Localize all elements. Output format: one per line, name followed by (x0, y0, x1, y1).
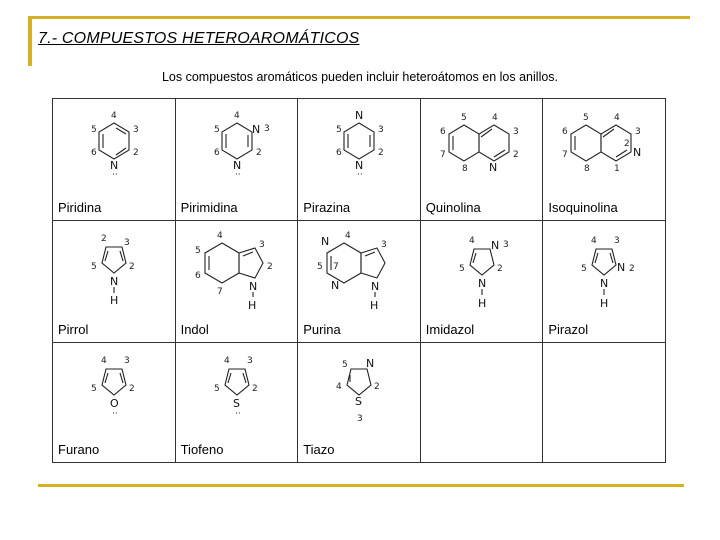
svg-text:2: 2 (496, 264, 503, 274)
slide-title: 7.- COMPUESTOS HETEROAROMÁTICOS (38, 30, 360, 47)
compound-name: Pirazina (303, 200, 351, 215)
svg-text:4: 4 (233, 111, 240, 121)
svg-text:7: 7 (333, 262, 339, 272)
svg-text:4: 4 (101, 356, 107, 366)
svg-text:6: 6 (91, 148, 97, 158)
compound-name: Quinolina (425, 200, 481, 215)
compound-cell-quinolina (420, 99, 543, 221)
svg-text:H: H (247, 299, 256, 312)
svg-text:3: 3 (357, 414, 363, 424)
svg-text:5: 5 (213, 384, 220, 394)
svg-text:N: N (232, 159, 241, 172)
svg-text:··: ·· (112, 409, 118, 419)
svg-text:2: 2 (255, 148, 262, 158)
compound-cell-purina (298, 221, 421, 343)
svg-text:7: 7 (216, 287, 223, 297)
svg-text:6: 6 (213, 148, 220, 158)
svg-text:5: 5 (213, 125, 220, 135)
compound-name: Tiazo (303, 442, 335, 457)
svg-text:5: 5 (336, 125, 342, 135)
svg-text:N: N (355, 109, 364, 122)
svg-text:2: 2 (629, 264, 636, 274)
svg-text:H: H (477, 297, 487, 310)
svg-text:2: 2 (624, 139, 631, 149)
top-accent-rule (30, 16, 690, 19)
svg-text:H: H (110, 294, 119, 307)
furan-structure (53, 345, 175, 425)
compound-name: Piridina (58, 200, 102, 215)
svg-text:6: 6 (336, 148, 342, 158)
svg-text:6: 6 (194, 271, 201, 281)
svg-text:N: N (331, 279, 340, 292)
svg-text:2: 2 (378, 148, 384, 158)
svg-text:3: 3 (512, 127, 519, 137)
svg-text:3: 3 (124, 356, 130, 366)
svg-text:3: 3 (502, 240, 509, 250)
compound-name: Isoquinolina (548, 200, 618, 215)
compound-cell-isoquinolina (543, 99, 666, 221)
svg-text:6: 6 (562, 127, 569, 137)
svg-text:2: 2 (129, 262, 135, 272)
compound-name: Tiofeno (180, 442, 224, 457)
compound-cell-pirimidina (175, 99, 298, 221)
svg-text:2: 2 (266, 262, 273, 272)
svg-text:6: 6 (439, 127, 446, 137)
quinoline-structure (421, 101, 543, 181)
svg-text:O: O (110, 397, 119, 410)
compound-cell-pirazol (543, 221, 666, 343)
svg-text:2: 2 (133, 148, 139, 158)
thiophene-structure (176, 345, 298, 425)
svg-text:N: N (251, 123, 260, 136)
svg-text:5: 5 (581, 264, 588, 274)
svg-text:5: 5 (317, 262, 323, 272)
svg-text:7: 7 (439, 150, 446, 160)
indole-structure (176, 223, 298, 313)
pyrazole-structure (543, 223, 665, 313)
svg-text:8: 8 (461, 164, 468, 174)
svg-text:4: 4 (491, 113, 498, 123)
svg-text:H: H (370, 299, 379, 312)
svg-text:5: 5 (460, 113, 467, 123)
table-row (53, 343, 666, 463)
svg-text:N: N (617, 261, 626, 274)
svg-text:4: 4 (591, 236, 598, 246)
svg-text:2: 2 (512, 150, 519, 160)
svg-text:3: 3 (124, 238, 130, 248)
svg-text:··: ·· (234, 170, 241, 180)
pyrazine-structure (298, 101, 420, 181)
svg-text:3: 3 (378, 125, 384, 135)
svg-text:5: 5 (342, 360, 348, 370)
svg-text:N: N (110, 275, 119, 288)
pyrimidine-structure (176, 101, 298, 181)
table-row (53, 221, 666, 343)
compound-cell-furano (53, 343, 176, 463)
svg-text:4: 4 (336, 382, 342, 392)
thiazole-structure (298, 345, 420, 429)
svg-text:2: 2 (374, 382, 380, 392)
compound-name: Indol (180, 322, 209, 337)
svg-text:4: 4 (614, 113, 621, 123)
svg-text:4: 4 (216, 231, 223, 241)
bottom-accent-rule (38, 484, 684, 487)
svg-text:3: 3 (263, 124, 270, 134)
svg-text:N: N (490, 239, 500, 252)
compound-cell-pirrol (53, 221, 176, 343)
compound-cell-tiofeno (175, 343, 298, 463)
svg-text:N: N (600, 277, 609, 290)
svg-text:2: 2 (251, 384, 258, 394)
svg-text:3: 3 (381, 240, 387, 250)
compound-name: Pirimidina (180, 200, 238, 215)
svg-text:H: H (600, 297, 609, 310)
compound-name: Pirazol (548, 322, 589, 337)
compound-name: Imidazol (425, 322, 475, 337)
compound-cell-imidazol (420, 221, 543, 343)
svg-text:2: 2 (101, 234, 107, 244)
svg-text:5: 5 (583, 113, 590, 123)
empty-cell (420, 343, 543, 463)
svg-text:4: 4 (111, 111, 117, 121)
pyridine-structure (53, 101, 175, 181)
compound-name: Pirrol (58, 322, 89, 337)
svg-text:3: 3 (614, 236, 621, 246)
svg-text:4: 4 (223, 356, 230, 366)
svg-text:S: S (355, 395, 363, 408)
pyrrole-structure (53, 223, 175, 307)
svg-text:5: 5 (91, 262, 97, 272)
svg-text:N: N (371, 280, 380, 293)
svg-text:5: 5 (458, 264, 465, 274)
svg-text:5: 5 (194, 246, 201, 256)
svg-text:7: 7 (562, 150, 569, 160)
svg-text:3: 3 (246, 356, 253, 366)
purine-structure (298, 223, 420, 313)
svg-text:3: 3 (635, 127, 642, 137)
svg-text:··: ·· (234, 409, 241, 419)
compound-cell-indol (175, 221, 298, 343)
svg-text:N: N (355, 159, 364, 172)
empty-cell (543, 343, 666, 463)
compound-cell-tiazo (298, 343, 421, 463)
compound-cell-pirazina (298, 99, 421, 221)
svg-text:N: N (366, 357, 375, 370)
svg-text:4: 4 (345, 231, 351, 241)
svg-text:··: ·· (357, 170, 363, 180)
compound-cell-piridina (53, 99, 176, 221)
svg-text:5: 5 (91, 384, 97, 394)
svg-text:··: ·· (112, 170, 118, 180)
compounds-table (52, 98, 666, 463)
svg-text:1: 1 (614, 164, 621, 174)
svg-text:3: 3 (133, 125, 139, 135)
svg-text:N: N (477, 277, 487, 290)
compound-name: Purina (303, 322, 341, 337)
svg-text:4: 4 (468, 236, 475, 246)
isoquinoline-structure (543, 101, 665, 181)
slide-subtitle: Los compuestos aromáticos pueden incluir heteroátomos en los anillos. (161, 70, 559, 84)
svg-text:S: S (232, 397, 240, 410)
compound-name: Furano (58, 442, 100, 457)
svg-text:N: N (110, 159, 119, 172)
table-row (53, 99, 666, 221)
left-accent-rule (28, 16, 32, 66)
imidazole-structure (421, 223, 543, 313)
svg-text:3: 3 (258, 240, 265, 250)
svg-text:N: N (321, 235, 330, 248)
svg-text:8: 8 (584, 164, 591, 174)
svg-text:N: N (248, 280, 257, 293)
svg-text:N: N (633, 146, 642, 159)
svg-text:5: 5 (91, 125, 97, 135)
svg-text:N: N (488, 161, 498, 174)
svg-text:2: 2 (129, 384, 135, 394)
